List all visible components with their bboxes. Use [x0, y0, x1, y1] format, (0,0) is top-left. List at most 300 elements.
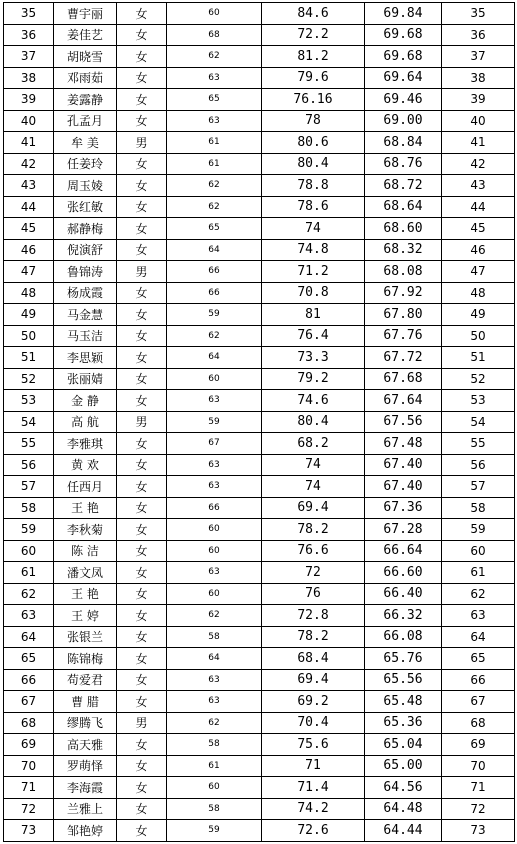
score2-cell: 70.4	[262, 712, 365, 734]
gender-cell: 女	[117, 24, 167, 46]
score2-cell: 68.4	[262, 648, 365, 670]
rank-cell: 42	[442, 153, 515, 175]
row-number: 38	[4, 67, 54, 89]
row-number: 61	[4, 562, 54, 584]
table-row	[4, 712, 515, 734]
gender-cell: 女	[117, 347, 167, 369]
row-number: 49	[4, 304, 54, 326]
score1-cell: 66	[167, 261, 262, 283]
score2-cell: 74.8	[262, 239, 365, 261]
rank-cell: 53	[442, 390, 515, 412]
rank-cell: 41	[442, 132, 515, 154]
table-row	[4, 196, 515, 218]
name-cell: 马金慧	[54, 304, 117, 326]
table-row	[4, 67, 515, 89]
table-row	[4, 282, 515, 304]
total-cell: 65.76	[365, 648, 442, 670]
rank-cell: 72	[442, 798, 515, 820]
gender-cell: 女	[117, 626, 167, 648]
score1-cell: 62	[167, 196, 262, 218]
table-row	[4, 433, 515, 455]
rank-cell: 38	[442, 67, 515, 89]
gender-cell: 女	[117, 605, 167, 627]
table-row	[4, 175, 515, 197]
gender-cell: 女	[117, 282, 167, 304]
row-number: 71	[4, 777, 54, 799]
total-cell: 67.40	[365, 476, 442, 498]
name-cell: 马玉洁	[54, 325, 117, 347]
total-cell: 65.48	[365, 691, 442, 713]
score1-cell: 63	[167, 390, 262, 412]
total-cell: 64.56	[365, 777, 442, 799]
rank-cell: 61	[442, 562, 515, 584]
name-cell: 李思颖	[54, 347, 117, 369]
rank-cell: 64	[442, 626, 515, 648]
rank-cell: 48	[442, 282, 515, 304]
row-number: 40	[4, 110, 54, 132]
name-cell: 高 航	[54, 411, 117, 433]
total-cell: 65.00	[365, 755, 442, 777]
score1-cell: 58	[167, 798, 262, 820]
rank-cell: 55	[442, 433, 515, 455]
gender-cell: 女	[117, 755, 167, 777]
score1-cell: 60	[167, 519, 262, 541]
table-row	[4, 218, 515, 240]
total-cell: 64.48	[365, 798, 442, 820]
total-cell: 67.76	[365, 325, 442, 347]
name-cell: 兰雅上	[54, 798, 117, 820]
total-cell: 69.64	[365, 67, 442, 89]
rank-cell: 73	[442, 820, 515, 842]
score1-cell: 63	[167, 476, 262, 498]
gender-cell: 女	[117, 433, 167, 455]
score2-cell: 70.8	[262, 282, 365, 304]
table-row	[4, 325, 515, 347]
score1-cell: 65	[167, 218, 262, 240]
total-cell: 69.46	[365, 89, 442, 111]
row-number: 72	[4, 798, 54, 820]
gender-cell: 女	[117, 798, 167, 820]
rank-cell: 63	[442, 605, 515, 627]
total-cell: 68.64	[365, 196, 442, 218]
total-cell: 66.32	[365, 605, 442, 627]
row-number: 45	[4, 218, 54, 240]
score1-cell: 68	[167, 24, 262, 46]
total-cell: 68.72	[365, 175, 442, 197]
score1-cell: 61	[167, 132, 262, 154]
score1-cell: 62	[167, 46, 262, 68]
score1-cell: 66	[167, 497, 262, 519]
name-cell: 任西月	[54, 476, 117, 498]
gender-cell: 女	[117, 3, 167, 25]
table-row	[4, 46, 515, 68]
row-number: 46	[4, 239, 54, 261]
table-row	[4, 368, 515, 390]
score2-cell: 81.2	[262, 46, 365, 68]
rank-cell: 52	[442, 368, 515, 390]
score1-cell: 62	[167, 605, 262, 627]
score1-cell: 58	[167, 626, 262, 648]
table-row	[4, 390, 515, 412]
table-row	[4, 583, 515, 605]
name-cell: 邓雨茹	[54, 67, 117, 89]
gender-cell: 女	[117, 476, 167, 498]
score1-cell: 62	[167, 175, 262, 197]
gender-cell: 女	[117, 304, 167, 326]
row-number: 47	[4, 261, 54, 283]
rank-cell: 51	[442, 347, 515, 369]
row-number: 35	[4, 3, 54, 25]
name-cell: 姜佳艺	[54, 24, 117, 46]
name-cell: 潘文凤	[54, 562, 117, 584]
table-row	[4, 347, 515, 369]
score1-cell: 60	[167, 3, 262, 25]
score1-cell: 58	[167, 734, 262, 756]
row-number: 53	[4, 390, 54, 412]
gender-cell: 女	[117, 89, 167, 111]
name-cell: 曹宇丽	[54, 3, 117, 25]
score2-cell: 78.2	[262, 519, 365, 541]
table-row	[4, 777, 515, 799]
rank-cell: 66	[442, 669, 515, 691]
table-row	[4, 411, 515, 433]
name-cell: 李海霞	[54, 777, 117, 799]
row-number: 44	[4, 196, 54, 218]
row-number: 56	[4, 454, 54, 476]
name-cell: 王 艳	[54, 497, 117, 519]
rank-cell: 59	[442, 519, 515, 541]
name-cell: 倪演舒	[54, 239, 117, 261]
score2-cell: 69.4	[262, 497, 365, 519]
total-cell: 65.04	[365, 734, 442, 756]
row-number: 51	[4, 347, 54, 369]
total-cell: 67.72	[365, 347, 442, 369]
rank-cell: 60	[442, 540, 515, 562]
score1-cell: 60	[167, 583, 262, 605]
rank-cell: 43	[442, 175, 515, 197]
score2-cell: 71.4	[262, 777, 365, 799]
total-cell: 66.60	[365, 562, 442, 584]
rank-cell: 44	[442, 196, 515, 218]
score2-cell: 74	[262, 476, 365, 498]
name-cell: 王 婷	[54, 605, 117, 627]
score1-cell: 61	[167, 755, 262, 777]
gender-cell: 女	[117, 669, 167, 691]
rank-cell: 36	[442, 24, 515, 46]
rank-cell: 67	[442, 691, 515, 713]
gender-cell: 女	[117, 368, 167, 390]
score1-cell: 62	[167, 712, 262, 734]
name-cell: 任姜玲	[54, 153, 117, 175]
table-row	[4, 540, 515, 562]
score2-cell: 78.6	[262, 196, 365, 218]
table-row	[4, 669, 515, 691]
name-cell: 罗萌怿	[54, 755, 117, 777]
score1-cell: 63	[167, 454, 262, 476]
gender-cell: 女	[117, 390, 167, 412]
table-row	[4, 798, 515, 820]
row-number: 42	[4, 153, 54, 175]
score2-cell: 75.6	[262, 734, 365, 756]
rank-cell: 56	[442, 454, 515, 476]
table-row	[4, 691, 515, 713]
total-cell: 64.44	[365, 820, 442, 842]
score2-cell: 69.4	[262, 669, 365, 691]
total-cell: 67.56	[365, 411, 442, 433]
gender-cell: 女	[117, 734, 167, 756]
rank-cell: 39	[442, 89, 515, 111]
row-number: 59	[4, 519, 54, 541]
rank-cell: 47	[442, 261, 515, 283]
score1-cell: 60	[167, 368, 262, 390]
row-number: 65	[4, 648, 54, 670]
row-number: 41	[4, 132, 54, 154]
rank-cell: 35	[442, 3, 515, 25]
total-cell: 66.64	[365, 540, 442, 562]
total-cell: 68.08	[365, 261, 442, 283]
rank-cell: 70	[442, 755, 515, 777]
row-number: 50	[4, 325, 54, 347]
gender-cell: 女	[117, 153, 167, 175]
total-cell: 67.40	[365, 454, 442, 476]
score1-cell: 59	[167, 304, 262, 326]
score2-cell: 74.6	[262, 390, 365, 412]
score1-cell: 63	[167, 691, 262, 713]
total-cell: 68.60	[365, 218, 442, 240]
total-cell: 65.56	[365, 669, 442, 691]
score2-cell: 79.2	[262, 368, 365, 390]
table-row	[4, 89, 515, 111]
table-row	[4, 261, 515, 283]
score1-cell: 67	[167, 433, 262, 455]
rank-cell: 37	[442, 46, 515, 68]
row-number: 68	[4, 712, 54, 734]
rank-cell: 49	[442, 304, 515, 326]
row-number: 63	[4, 605, 54, 627]
row-number: 48	[4, 282, 54, 304]
score1-cell: 59	[167, 820, 262, 842]
gender-cell: 女	[117, 583, 167, 605]
rank-cell: 57	[442, 476, 515, 498]
total-cell: 69.00	[365, 110, 442, 132]
score2-cell: 80.4	[262, 153, 365, 175]
row-number: 70	[4, 755, 54, 777]
table-row	[4, 239, 515, 261]
total-cell: 67.36	[365, 497, 442, 519]
table-row	[4, 24, 515, 46]
score2-cell: 74	[262, 454, 365, 476]
total-cell: 67.68	[365, 368, 442, 390]
table-row	[4, 3, 515, 25]
name-cell: 周玉婈	[54, 175, 117, 197]
name-cell: 胡晓雪	[54, 46, 117, 68]
score2-cell: 74.2	[262, 798, 365, 820]
table-row	[4, 476, 515, 498]
row-number: 39	[4, 89, 54, 111]
name-cell: 曹 腊	[54, 691, 117, 713]
name-cell: 金 静	[54, 390, 117, 412]
score2-cell: 68.2	[262, 433, 365, 455]
score1-cell: 61	[167, 153, 262, 175]
score2-cell: 71	[262, 755, 365, 777]
name-cell: 姜露静	[54, 89, 117, 111]
gender-cell: 女	[117, 325, 167, 347]
score1-cell: 63	[167, 562, 262, 584]
gender-cell: 女	[117, 46, 167, 68]
total-cell: 68.32	[365, 239, 442, 261]
row-number: 73	[4, 820, 54, 842]
name-cell: 王 艳	[54, 583, 117, 605]
total-cell: 67.92	[365, 282, 442, 304]
score2-cell: 80.6	[262, 132, 365, 154]
row-number: 54	[4, 411, 54, 433]
row-number: 66	[4, 669, 54, 691]
row-number: 57	[4, 476, 54, 498]
gender-cell: 女	[117, 196, 167, 218]
score1-cell: 65	[167, 89, 262, 111]
table-row	[4, 820, 515, 842]
name-cell: 李秋菊	[54, 519, 117, 541]
score2-cell: 76.16	[262, 89, 365, 111]
score1-cell: 64	[167, 239, 262, 261]
name-cell: 缪腾飞	[54, 712, 117, 734]
score2-cell: 78.8	[262, 175, 365, 197]
row-number: 52	[4, 368, 54, 390]
name-cell: 张银兰	[54, 626, 117, 648]
rank-cell: 58	[442, 497, 515, 519]
score2-cell: 69.2	[262, 691, 365, 713]
gender-cell: 女	[117, 648, 167, 670]
name-cell: 陈锦梅	[54, 648, 117, 670]
row-number: 62	[4, 583, 54, 605]
name-cell: 苟爱君	[54, 669, 117, 691]
table-row	[4, 734, 515, 756]
row-number: 37	[4, 46, 54, 68]
rank-cell: 71	[442, 777, 515, 799]
row-number: 67	[4, 691, 54, 713]
score1-cell: 60	[167, 540, 262, 562]
total-cell: 69.68	[365, 24, 442, 46]
name-cell: 陈 洁	[54, 540, 117, 562]
score2-cell: 84.6	[262, 3, 365, 25]
name-cell: 鲁锦涛	[54, 261, 117, 283]
score2-cell: 76.6	[262, 540, 365, 562]
gender-cell: 女	[117, 454, 167, 476]
score1-cell: 63	[167, 67, 262, 89]
score1-cell: 60	[167, 777, 262, 799]
gender-cell: 女	[117, 540, 167, 562]
score2-cell: 74	[262, 218, 365, 240]
table-row	[4, 648, 515, 670]
table-row	[4, 755, 515, 777]
row-number: 69	[4, 734, 54, 756]
score2-cell: 78	[262, 110, 365, 132]
score1-cell: 64	[167, 648, 262, 670]
score1-cell: 64	[167, 347, 262, 369]
name-cell: 李雅琪	[54, 433, 117, 455]
rank-cell: 50	[442, 325, 515, 347]
score1-cell: 62	[167, 325, 262, 347]
name-cell: 郝静梅	[54, 218, 117, 240]
score2-cell: 71.2	[262, 261, 365, 283]
table-row	[4, 454, 515, 476]
score2-cell: 80.4	[262, 411, 365, 433]
name-cell: 高天雅	[54, 734, 117, 756]
rank-cell: 62	[442, 583, 515, 605]
rank-cell: 69	[442, 734, 515, 756]
score2-cell: 79.6	[262, 67, 365, 89]
score2-cell: 78.2	[262, 626, 365, 648]
rank-cell: 54	[442, 411, 515, 433]
table-row	[4, 605, 515, 627]
score2-cell: 72.8	[262, 605, 365, 627]
row-number: 64	[4, 626, 54, 648]
score2-cell: 73.3	[262, 347, 365, 369]
gender-cell: 女	[117, 110, 167, 132]
score-table	[3, 2, 515, 842]
total-cell: 67.48	[365, 433, 442, 455]
total-cell: 65.36	[365, 712, 442, 734]
table-row	[4, 497, 515, 519]
score2-cell: 72	[262, 562, 365, 584]
score2-cell: 72.2	[262, 24, 365, 46]
score1-cell: 66	[167, 282, 262, 304]
gender-cell: 女	[117, 562, 167, 584]
name-cell: 黄 欢	[54, 454, 117, 476]
name-cell: 牟 美	[54, 132, 117, 154]
row-number: 58	[4, 497, 54, 519]
name-cell: 杨成霞	[54, 282, 117, 304]
rank-cell: 68	[442, 712, 515, 734]
score2-cell: 76	[262, 583, 365, 605]
rank-cell: 45	[442, 218, 515, 240]
row-number: 60	[4, 540, 54, 562]
table-row	[4, 132, 515, 154]
total-cell: 69.68	[365, 46, 442, 68]
total-cell: 67.64	[365, 390, 442, 412]
row-number: 43	[4, 175, 54, 197]
total-cell: 67.28	[365, 519, 442, 541]
score2-cell: 76.4	[262, 325, 365, 347]
gender-cell: 男	[117, 132, 167, 154]
gender-cell: 女	[117, 239, 167, 261]
gender-cell: 女	[117, 691, 167, 713]
score-table-body	[4, 3, 515, 842]
score2-cell: 81	[262, 304, 365, 326]
score1-cell: 63	[167, 669, 262, 691]
rank-cell: 40	[442, 110, 515, 132]
score1-cell: 59	[167, 411, 262, 433]
gender-cell: 男	[117, 712, 167, 734]
total-cell: 68.76	[365, 153, 442, 175]
gender-cell: 女	[117, 497, 167, 519]
total-cell: 66.40	[365, 583, 442, 605]
gender-cell: 女	[117, 218, 167, 240]
total-cell: 67.80	[365, 304, 442, 326]
total-cell: 69.84	[365, 3, 442, 25]
row-number: 55	[4, 433, 54, 455]
gender-cell: 男	[117, 261, 167, 283]
name-cell: 孔孟月	[54, 110, 117, 132]
total-cell: 68.84	[365, 132, 442, 154]
table-row	[4, 110, 515, 132]
name-cell: 张红敏	[54, 196, 117, 218]
table-row	[4, 626, 515, 648]
table-row	[4, 562, 515, 584]
rank-cell: 65	[442, 648, 515, 670]
table-row	[4, 519, 515, 541]
total-cell: 66.08	[365, 626, 442, 648]
